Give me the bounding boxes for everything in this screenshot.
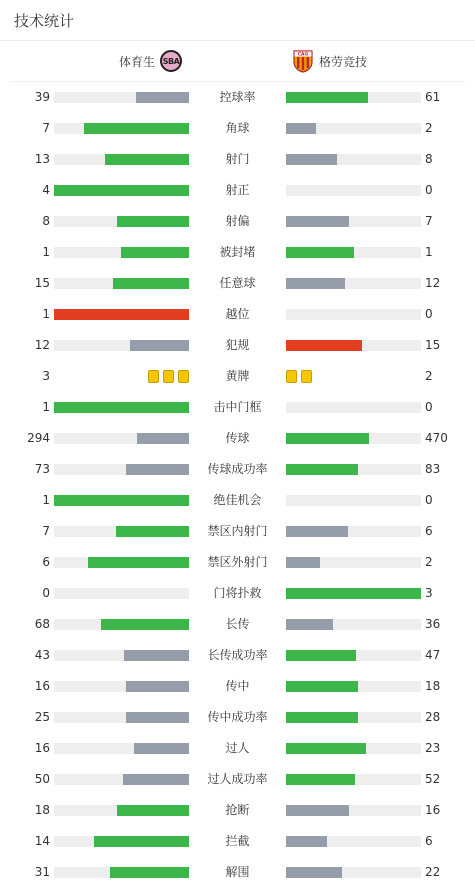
- away-bar-fill: [286, 340, 362, 351]
- home-value: 15: [34, 276, 50, 290]
- stat-label: 绝佳机会: [213, 493, 262, 507]
- stat-label: 长传成功率: [207, 648, 268, 662]
- away-bar-fill: [286, 123, 316, 134]
- away-value: 47: [425, 648, 441, 662]
- away-bar-fill: [286, 216, 349, 227]
- home-value: 25: [34, 710, 50, 724]
- home-value: 0: [42, 586, 50, 600]
- home-value: 4: [42, 183, 50, 197]
- home-bar-fill: [54, 185, 189, 196]
- home-bar-fill: [54, 402, 189, 413]
- stat-row[interactable]: [0, 113, 475, 144]
- stat-row[interactable]: [0, 516, 475, 547]
- home-bar-fill: [134, 743, 189, 754]
- away-bar-fill: [286, 867, 342, 878]
- home-bar-track: [54, 619, 189, 630]
- svg-text:CAG: CAG: [297, 52, 309, 58]
- home-value: 294: [27, 431, 50, 445]
- away-value: 28: [425, 710, 441, 724]
- home-bar-track: [54, 712, 189, 723]
- home-yellow-cards: [146, 370, 189, 383]
- stat-label: 被封堵: [219, 245, 256, 259]
- home-bar-fill: [130, 340, 189, 351]
- away-value: 0: [425, 400, 433, 414]
- stat-row[interactable]: [0, 454, 475, 485]
- home-bar-fill: [126, 712, 189, 723]
- away-team-logo: [292, 49, 314, 73]
- away-value: 36: [425, 617, 441, 631]
- yellow-card-icon: [301, 370, 312, 383]
- home-bar-track: [54, 743, 189, 754]
- stat-label: 黄牌: [225, 369, 250, 383]
- stat-row[interactable]: [0, 702, 475, 733]
- away-value: 3: [425, 586, 433, 600]
- home-bar-fill: [117, 216, 189, 227]
- away-yellow-cards: [286, 370, 314, 383]
- home-value: 39: [34, 90, 50, 104]
- stat-label: 射门: [225, 152, 250, 166]
- away-bar-fill: [286, 743, 366, 754]
- away-team[interactable]: [292, 41, 367, 81]
- away-bar-track: [286, 619, 421, 630]
- stat-row[interactable]: [0, 857, 475, 888]
- home-bar-track: [54, 123, 189, 134]
- stat-label: 传中成功率: [207, 710, 268, 724]
- away-bar-track: [286, 123, 421, 134]
- stats-list: [0, 82, 475, 888]
- home-value: 68: [34, 617, 50, 631]
- away-bar-track: [286, 92, 421, 103]
- home-bar-track: [54, 805, 189, 816]
- home-bar-track: [54, 340, 189, 351]
- stat-label: 击中门框: [213, 400, 262, 414]
- home-value: 18: [34, 803, 50, 817]
- home-value: 73: [34, 462, 50, 476]
- home-bar-track: [54, 216, 189, 227]
- home-bar-fill: [121, 247, 189, 258]
- away-bar-fill: [286, 588, 421, 599]
- stat-row[interactable]: [0, 268, 475, 299]
- home-bar-track: [54, 836, 189, 847]
- stat-label: 禁区内射门: [207, 524, 268, 538]
- away-bar-track: [286, 309, 421, 320]
- stat-label: 射正: [225, 183, 250, 197]
- stat-label: 犯规: [225, 338, 250, 352]
- home-value: 14: [34, 834, 50, 848]
- away-bar-fill: [286, 681, 358, 692]
- away-bar-track: [286, 805, 421, 816]
- home-bar-track: [54, 774, 189, 785]
- away-bar-track: [286, 185, 421, 196]
- home-bar-fill: [126, 681, 189, 692]
- stat-row[interactable]: [0, 485, 475, 516]
- away-bar-track: [286, 836, 421, 847]
- away-bar-track: [286, 154, 421, 165]
- home-bar-fill: [84, 123, 189, 134]
- home-team-logo: [160, 50, 182, 72]
- stat-row[interactable]: [0, 206, 475, 237]
- stat-row[interactable]: [0, 733, 475, 764]
- stat-row[interactable]: [0, 764, 475, 795]
- home-bar-track: [54, 278, 189, 289]
- away-bar-track: [286, 464, 421, 475]
- home-bar-track: [54, 526, 189, 537]
- away-value: 0: [425, 183, 433, 197]
- away-value: 18: [425, 679, 441, 693]
- home-value: 7: [42, 524, 50, 538]
- stat-row[interactable]: [0, 671, 475, 702]
- stat-label: 传中: [225, 679, 250, 693]
- stat-row[interactable]: [0, 609, 475, 640]
- away-bar-track: [286, 402, 421, 413]
- away-bar-track: [286, 278, 421, 289]
- yellow-card-icon: [163, 370, 174, 383]
- home-bar-fill: [124, 650, 189, 661]
- away-value: 52: [425, 772, 441, 786]
- home-bar-track: [54, 402, 189, 413]
- stat-label: 任意球: [219, 276, 256, 290]
- stat-label: 过人: [225, 741, 250, 755]
- home-value: 3: [42, 369, 50, 383]
- home-value: 43: [34, 648, 50, 662]
- away-bar-fill: [286, 526, 348, 537]
- home-team[interactable]: [119, 41, 182, 81]
- away-bar-track: [286, 557, 421, 568]
- away-value: 6: [425, 524, 433, 538]
- home-value: 1: [42, 400, 50, 414]
- home-bar-track: [54, 92, 189, 103]
- home-team-logo-text: SBA: [162, 56, 180, 66]
- stat-label: 禁区外射门: [207, 555, 268, 569]
- away-bar-fill: [286, 557, 320, 568]
- away-bar-track: [286, 650, 421, 661]
- page-title: 技术统计: [14, 11, 75, 30]
- stat-row[interactable]: [0, 423, 475, 454]
- stat-row[interactable]: [0, 330, 475, 361]
- home-value: 1: [42, 493, 50, 507]
- away-bar-track: [286, 743, 421, 754]
- stat-label: 门将扑救: [213, 586, 262, 600]
- away-bar-fill: [286, 154, 337, 165]
- away-bar-track: [286, 681, 421, 692]
- home-bar-track: [54, 495, 189, 506]
- home-bar-fill: [101, 619, 189, 630]
- away-value: 2: [425, 369, 433, 383]
- away-bar-fill: [286, 247, 354, 258]
- home-value: 1: [42, 307, 50, 321]
- stat-row[interactable]: [0, 578, 475, 609]
- home-bar-track: [54, 588, 189, 599]
- away-value: 2: [425, 121, 433, 135]
- stat-row[interactable]: [0, 640, 475, 671]
- home-bar-track: [54, 557, 189, 568]
- home-value: 1: [42, 245, 50, 259]
- stat-row[interactable]: [0, 547, 475, 578]
- home-bar-track: [54, 185, 189, 196]
- home-bar-fill: [88, 557, 189, 568]
- home-bar-track: [54, 681, 189, 692]
- away-bar-track: [286, 588, 421, 599]
- away-value: 61: [425, 90, 441, 104]
- away-value: 1: [425, 245, 433, 259]
- stat-label: 解围: [225, 865, 250, 879]
- home-bar-track: [54, 247, 189, 258]
- away-bar-fill: [286, 650, 356, 661]
- teams-bar: [10, 41, 465, 82]
- away-value: 12: [425, 276, 441, 290]
- away-bar-track: [286, 867, 421, 878]
- home-bar-fill: [137, 433, 189, 444]
- home-bar-fill: [126, 464, 189, 475]
- away-bar-fill: [286, 836, 327, 847]
- away-value: 22: [425, 865, 441, 879]
- away-bar-fill: [286, 92, 368, 103]
- stat-row[interactable]: [0, 826, 475, 857]
- home-bar-fill: [54, 495, 189, 506]
- stat-row[interactable]: [0, 175, 475, 206]
- away-bar-fill: [286, 805, 349, 816]
- stat-row[interactable]: [0, 82, 475, 113]
- home-bar-fill: [54, 309, 189, 320]
- home-value: 16: [34, 741, 50, 755]
- home-value: 50: [34, 772, 50, 786]
- away-value: 2: [425, 555, 433, 569]
- home-bar-fill: [116, 526, 189, 537]
- home-bar-fill: [117, 805, 189, 816]
- home-bar-track: [54, 309, 189, 320]
- stat-row[interactable]: [0, 144, 475, 175]
- stat-row[interactable]: [0, 361, 475, 392]
- home-bar-fill: [123, 774, 189, 785]
- home-bar-fill: [105, 154, 189, 165]
- stat-label: 传球成功率: [207, 462, 268, 476]
- yellow-card-icon: [286, 370, 297, 383]
- away-value: 470: [425, 431, 448, 445]
- stat-row[interactable]: [0, 237, 475, 268]
- home-bar-track: [54, 433, 189, 444]
- away-bar-track: [286, 433, 421, 444]
- away-value: 8: [425, 152, 433, 166]
- stat-label: 抢断: [225, 803, 250, 817]
- away-value: 16: [425, 803, 441, 817]
- stat-label: 射偏: [225, 214, 250, 228]
- yellow-card-icon: [178, 370, 189, 383]
- away-bar-fill: [286, 433, 369, 444]
- home-value: 13: [34, 152, 50, 166]
- stat-row[interactable]: [0, 392, 475, 423]
- home-bar-fill: [94, 836, 189, 847]
- home-value: 31: [34, 865, 50, 879]
- away-bar-track: [286, 216, 421, 227]
- stat-label: 过人成功率: [207, 772, 268, 786]
- home-bar-track: [54, 464, 189, 475]
- stat-row[interactable]: [0, 795, 475, 826]
- away-bar-track: [286, 526, 421, 537]
- away-bar-track: [286, 247, 421, 258]
- home-value: 6: [42, 555, 50, 569]
- stat-label: 传球: [225, 431, 250, 445]
- away-bar-fill: [286, 278, 345, 289]
- away-bar-fill: [286, 619, 333, 630]
- away-bar-fill: [286, 464, 358, 475]
- away-value: 6: [425, 834, 433, 848]
- stat-label: 长传: [225, 617, 250, 631]
- home-team-name: 体育生: [118, 54, 155, 69]
- away-value: 7: [425, 214, 433, 228]
- home-bar-fill: [136, 92, 189, 103]
- away-value: 0: [425, 307, 433, 321]
- home-value: 8: [42, 214, 50, 228]
- home-bar-track: [54, 650, 189, 661]
- yellow-card-icon: [148, 370, 159, 383]
- page-header: [0, 0, 475, 41]
- stat-label: 拦截: [225, 834, 250, 848]
- away-value: 0: [425, 493, 433, 507]
- away-bar-fill: [286, 712, 358, 723]
- away-bar-track: [286, 774, 421, 785]
- away-value: 15: [425, 338, 441, 352]
- away-bar-fill: [286, 774, 355, 785]
- home-value: 12: [34, 338, 50, 352]
- away-value: 83: [425, 462, 441, 476]
- stat-label: 角球: [225, 121, 250, 135]
- home-bar-track: [54, 867, 189, 878]
- home-value: 7: [42, 121, 50, 135]
- away-team-name: 格劳竞技: [319, 54, 368, 69]
- stat-row[interactable]: [0, 299, 475, 330]
- home-bar-track: [54, 154, 189, 165]
- stat-label: 越位: [225, 307, 250, 321]
- home-bar-fill: [110, 867, 189, 878]
- home-bar-fill: [113, 278, 189, 289]
- away-value: 23: [425, 741, 441, 755]
- home-value: 16: [34, 679, 50, 693]
- away-bar-track: [286, 712, 421, 723]
- away-bar-track: [286, 495, 421, 506]
- stat-label: 控球率: [219, 90, 256, 104]
- away-bar-track: [286, 340, 421, 351]
